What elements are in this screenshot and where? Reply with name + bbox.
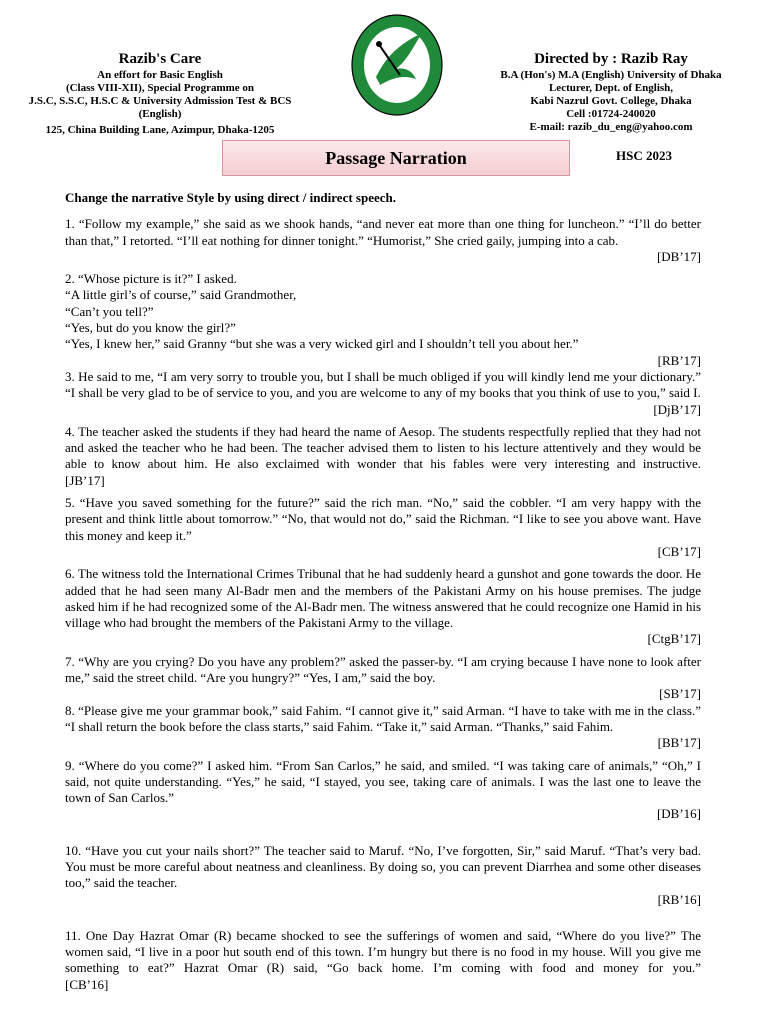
- question-9: [65, 758, 701, 823]
- question-1: [65, 216, 701, 265]
- director-cell: Cell :01724-240020: [566, 108, 656, 120]
- question-text: 7. “Why are you crying? Do you have any problem?” asked the passer-by. “I am crying because I have none to look after me,” said the street child. “Are you hungry?” “Yes, I am,” said the boy.: [65, 653, 701, 686]
- question-text: 3. He said to me, “I am very sorry to trouble you, but I shall be much obliged if you will kindly lend me your dictionary.” “I shall be very glad to be of service to you, and you are welcome to any of my books that you think of use to you,” said I.: [65, 368, 701, 401]
- board-reference: [CB’17]: [657, 543, 701, 559]
- institution-tagline: An effort for Basic English: [97, 69, 223, 81]
- director-name: Directed by : Razib Ray: [534, 51, 688, 67]
- question-8: [65, 703, 701, 752]
- question-10: [65, 843, 701, 908]
- board-reference: [DB’17]: [656, 248, 701, 264]
- question-text: 11. One Day Hazrat Omar (R) became shocked to see the sufferings of women and said, “Where do you live?” The women said, “I live in a poor hut south end of this town. I’m hungry but there is no food in my house. Will you give me something to eat?” Hazrat Omar (R) said, “Go back home. I’m coming with food and money for you.”: [65, 927, 701, 976]
- question-3: [65, 369, 701, 418]
- question-line: 2. “Whose picture is it?” I asked.: [65, 271, 237, 287]
- question-text: 1. “Follow my example,” she said as we shook hands, “and never eat more than one thing for luncheon.” “I’ll do better than that,” I retorted. “I’ll eat nothing for dinner tonight.” “Humorist,” She cried gaily, jumping into a cab.: [65, 216, 701, 248]
- question-text: 10. “Have you cut your nails short?” The teacher said to Maruf. “No, I’ve forgotten, Sir,” said Maruf. “That’s very bad. You must be more careful about neatness and cleanliness. By doing so, you can prevent Diarrhea and some other diseases too,” said the teacher.: [65, 842, 701, 891]
- institution-name: Razib's Care: [118, 51, 202, 67]
- question-5: [65, 495, 701, 560]
- institution-classes: (Class VIII-XII), Special Programme on: [65, 82, 255, 94]
- director-degree: B.A (Hon's) M.A (English) University of Dhaka: [500, 69, 722, 81]
- question-text: 5. “Have you saved something for the future?” said the rich man. “No,” said the cobbler. “I am very happy with the present and think little about tomorrow.” “No, that would not do,” said the Richman. “I like to see you above want. Have this money and keep it.”: [65, 495, 701, 543]
- board-reference: [SB’17]: [659, 686, 701, 702]
- question-text: 8. “Please give me your grammar book,” said Fahim. “I cannot give it,” said Arman. “I have to take with me in the class.” “I shall return the book before the class starts,” said Fahim. “Take it,” said Arman. “Thanks,” said Fahim.: [65, 702, 701, 734]
- question-4: [65, 424, 701, 489]
- question-text: 6. The witness told the International Crimes Tribunal that he had suddenly heard a gunshot and gone towards the door. He added that he had seen many Al-Badr men and the members of the Pakistani Army on his house premises. The judge asked him if he had recognized some of the Al-Badr men. The witness answered that he could recognize one Hamid in his village who had brought the members of the Pakistani Army to the village.: [65, 566, 701, 631]
- board-reference: [RB’16]: [657, 891, 701, 907]
- question-7: [65, 654, 701, 703]
- razibs-care-logo: [350, 13, 444, 117]
- passage-list: [65, 190, 701, 993]
- board-reference: [RB’17]: [657, 352, 701, 368]
- board-reference: [DB’16]: [656, 806, 701, 822]
- question-6: [65, 566, 701, 647]
- question-text: 4. The teacher asked the students if they had heard the name of Aesop. The students respectfully replied that they had not and asked the teacher who he had been. The teacher advised them to listen to his lecture attentively and they would be able to know about him. He also exclaimed with wonder that his fables were very interesting and instructive.: [65, 423, 701, 472]
- header-right: [470, 50, 752, 134]
- board-reference: [DjB’17]: [653, 401, 701, 417]
- question-11: [65, 928, 701, 993]
- board-reference: [CtgB’17]: [647, 631, 701, 647]
- question-text: 9. “Where do you come?” I asked him. “From San Carlos,” he said, and smiled. “I was taking care of animals,” “Oh,” I said, not quite understanding. “Yes,” he said, “I stayed, you see, taking care of animals. I was the last one to leave the town of San Carlos.”: [65, 757, 701, 806]
- page-title: Passage Narration: [222, 140, 570, 176]
- exam-label: HSC 2023: [616, 148, 672, 163]
- question-line: “Can’t you tell?”: [65, 303, 154, 319]
- board-reference: [JB’17]: [65, 472, 105, 488]
- instruction: Change the narrative Style by using direct / indirect speech.: [65, 190, 397, 205]
- director-position: Lecturer, Dept. of English,: [548, 82, 674, 94]
- question-line: “Yes, I knew her,” said Granny “but she was a very wicked girl and I shouldn’t tell you about her.”: [65, 336, 579, 352]
- director-college: Kabi Nazrul Govt. College, Dhaka: [530, 95, 692, 107]
- question-2: [65, 271, 701, 369]
- institution-address: 125, China Building Lane, Azimpur, Dhaka-1205: [45, 124, 275, 136]
- institution-programmes: J.S.C, S.S.C, H.S.C & University Admission Test & BCS: [28, 95, 292, 107]
- question-line: “Yes, but do you know the girl?”: [65, 320, 236, 336]
- board-reference: [CB’16]: [65, 976, 109, 992]
- director-email: E-mail: razib_du_eng@yahoo.com: [529, 121, 693, 133]
- header-left: [10, 50, 310, 137]
- svg-text:RAZIB'S CARE: RAZIB'S CARE: [365, 73, 427, 102]
- question-line: “A little girl’s of course,” said Grandmother,: [65, 287, 297, 303]
- institution-subject: (English): [138, 108, 182, 120]
- board-reference: [BB’17]: [657, 735, 701, 751]
